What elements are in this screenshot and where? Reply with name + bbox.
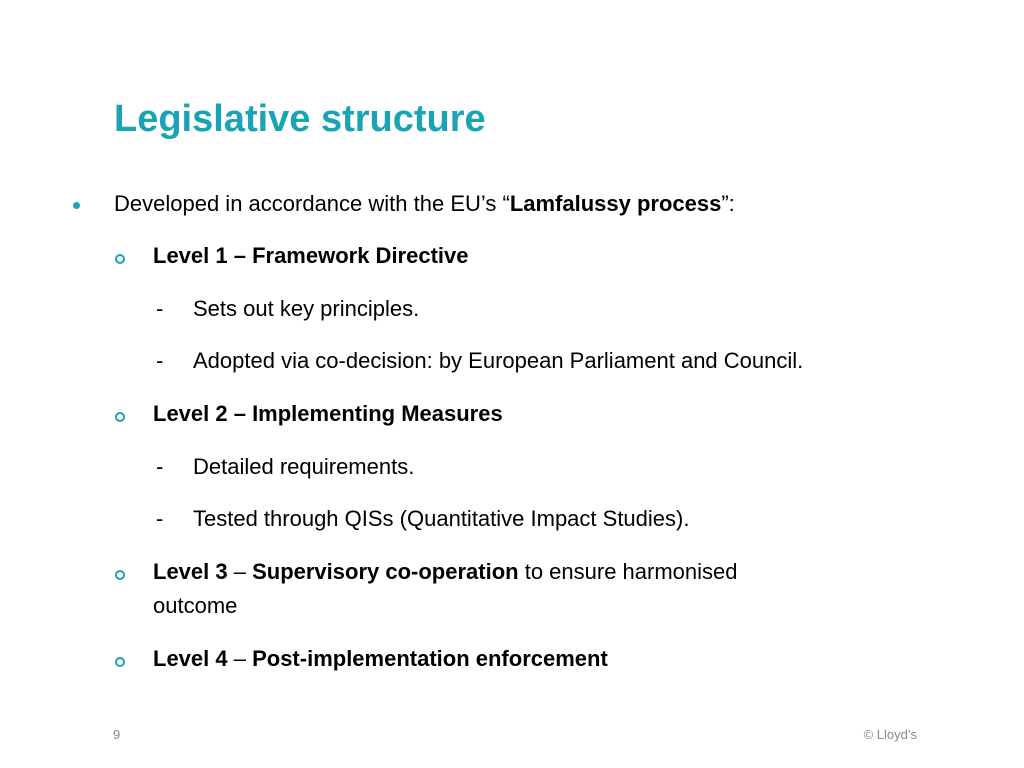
dash-marker: - (156, 506, 164, 531)
slide-title: Legislative structure (114, 98, 486, 140)
intro-after: ”: (721, 191, 735, 216)
intro-bold: Lamfalussy process (509, 191, 722, 216)
level2-point-1: Detailed requirements. (193, 454, 415, 479)
level3-label: Level 3 (153, 559, 228, 584)
level3-bold: Supervisory co-operation (252, 559, 519, 584)
level1-heading (153, 239, 469, 273)
dash-marker: - (156, 348, 164, 373)
intro-before: Developed in accordance with the EU’s “ (114, 191, 510, 216)
level1-point-2: Adopted via co-decision: by European Parliament and Council. (193, 348, 804, 373)
level2-heading-text: Level 2 – Implementing Measures (153, 401, 503, 426)
level4-sep: – (227, 646, 253, 671)
dash-marker: - (156, 296, 164, 321)
level4-line (153, 642, 608, 676)
bullet-ring-icon (115, 254, 125, 264)
dash-marker: - (156, 454, 164, 479)
level3-rest: to ensure harmonised (518, 559, 738, 584)
level2-heading (153, 397, 503, 431)
level1-heading-text: Level 1 – Framework Directive (153, 243, 469, 268)
page-number: 9 (113, 727, 121, 742)
level4-bold: Post-implementation enforcement (252, 646, 608, 671)
level3-line (153, 555, 738, 589)
level3-line-2: outcome (153, 593, 238, 618)
level1-point-1: Sets out key principles. (193, 296, 420, 321)
level2-point-2: Tested through QISs (Quantitative Impact Studies). (193, 506, 690, 531)
intro-text (114, 187, 735, 221)
bullet-ring-icon (115, 412, 125, 422)
bullet-ring-icon (115, 657, 125, 667)
copyright: © Lloyd’s (863, 727, 917, 742)
bullet-ring-icon (115, 570, 125, 580)
level3-sep: – (227, 559, 253, 584)
level4-label: Level 4 (153, 646, 228, 671)
bullet-dot-icon (73, 202, 80, 209)
